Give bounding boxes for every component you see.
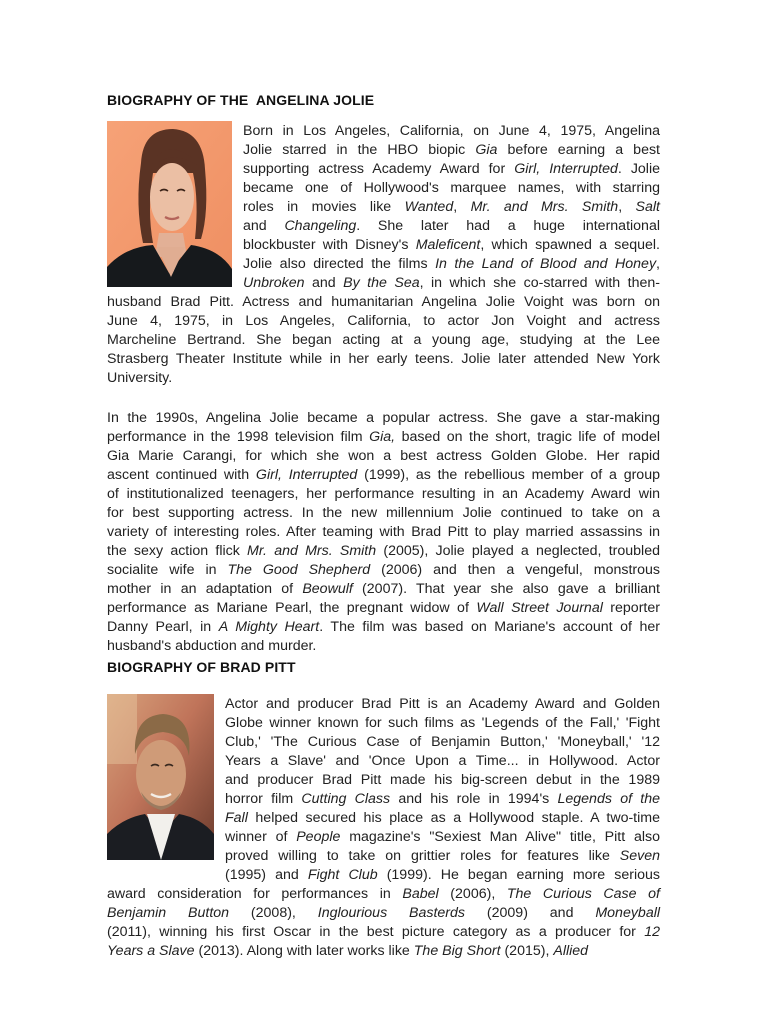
text-line: In the 1990s, Angelina Jolie became a popular actress. She gave a star-making [107,410,660,426]
text-line: Actor and producer Brad Pitt is an Academy Award and Golden [225,696,660,712]
text-line: horror film Cutting Class and his role in 1994's Legends of the [225,791,660,807]
text-line: and Changeling. She later had a huge international [243,218,660,234]
text-line: Jolie also directed the films In the Land of Blood and Honey, [243,256,660,272]
text-line: Benjamin Button (2008), Inglourious Basterds (2009) and Moneyball [107,905,661,921]
text-line: Strasberg Theater Institute while in her early teens. Jolie later attended New York [107,351,660,367]
brad-paragraph-1 [107,695,660,961]
text-line: University. [107,370,173,386]
text-line: Marcheline Bertrand. She began acting at a young age, studying at the Lee [107,332,660,348]
text-line: variety of interesting roles. After teaming with Brad Pitt to play married assassins in [107,524,660,540]
text-line: husband Brad Pitt. Actress and humanitarian Angelina Jolie Voight was born on [107,294,660,310]
text-line: (2011), winning his first Oscar in the best picture category as a producer for 12 [107,924,660,940]
text-line: performance as Mariane Pearl, the pregnant widow of Wall Street Journal reporter [107,600,660,616]
text-line: award consideration for performances in Babel (2006), The Curious Case of [107,886,660,902]
text-line: for best supporting actress. In the new millennium Jolie continued to take on a [107,505,660,521]
text-line: husband's abduction and murder. [107,638,317,654]
text-line: supporting actress Academy Award for Girl, Interrupted. Jolie [243,161,661,177]
text-line: Gia Marie Carangi, for which she won a best actress Golden Globe. Her rapid [107,448,660,464]
text-line: (1995) and Fight Club (1999). He began earning more serious [225,867,660,883]
text-line: winner of People magazine's "Sexiest Man Alive" title, Pitt also [225,829,660,845]
text-line: the sexy action flick Mr. and Mrs. Smith (2005), Jolie played a neglected, troubled [107,543,660,559]
text-line: Fall helped secured his place as a Hollywood staple. A two-time [225,810,660,826]
brad-heading: BIOGRAPHY OF BRAD PITT [107,659,296,675]
angelina-paragraph-1 [107,122,660,388]
text-line: and producer Brad Pitt made his big-screen debut in the 1989 [225,772,660,788]
text-line: Jolie starred in the HBO biopic Gia before earning a best [243,142,660,158]
angelina-paragraph-2 [107,409,660,656]
text-line: roles in movies like Wanted, Mr. and Mrs. Smith, Salt [243,199,660,215]
text-line: proved willing to take on grittier roles for features like Seven [225,848,660,864]
text-line: became one of Hollywood's marquee names, with starring [243,180,660,196]
text-line: mother in an adaptation of Beowulf (2007). That year she also gave a brilliant [107,581,660,597]
text-line: Club,' 'The Curious Case of Benjamin Button,' 'Moneyball,' '12 [225,734,660,750]
text-line: Years a Slave (2013). Along with later works like The Big Short (2015), Allied [107,943,589,959]
text-line: Unbroken and By the Sea, in which she co-starred with then- [243,275,660,291]
text-line: Danny Pearl, in A Mighty Heart. The film was based on Mariane's account of her [107,619,660,635]
text-line: Globe winner known for such films as 'Legends of the Fall,' 'Fight [225,715,660,731]
text-line: ascent continued with Girl, Interrupted (1999), as the rebellious member of a group [107,467,660,483]
text-line: of institutionalized teenagers, her performance resulting in an Academy Award win [107,486,660,502]
text-line: performance in the 1998 television film Gia, based on the short, tragic life of model [107,429,660,445]
text-line: June 4, 1975, in Los Angeles, California, to actor Jon Voight and actress [107,313,660,329]
text-line: blockbuster with Disney's Maleficent, which spawned a sequel. [243,237,660,253]
text-line: socialite wife in The Good Shepherd (2006) and then a vengeful, monstrous [107,562,660,578]
angelina-heading: BIOGRAPHY OF THE ANGELINA JOLIE [107,92,375,108]
text-line: Born in Los Angeles, California, on June 4, 1975, Angelina [243,123,660,139]
text-line: Years a Slave' and 'Once Upon a Time... in Hollywood. Actor [225,753,660,769]
